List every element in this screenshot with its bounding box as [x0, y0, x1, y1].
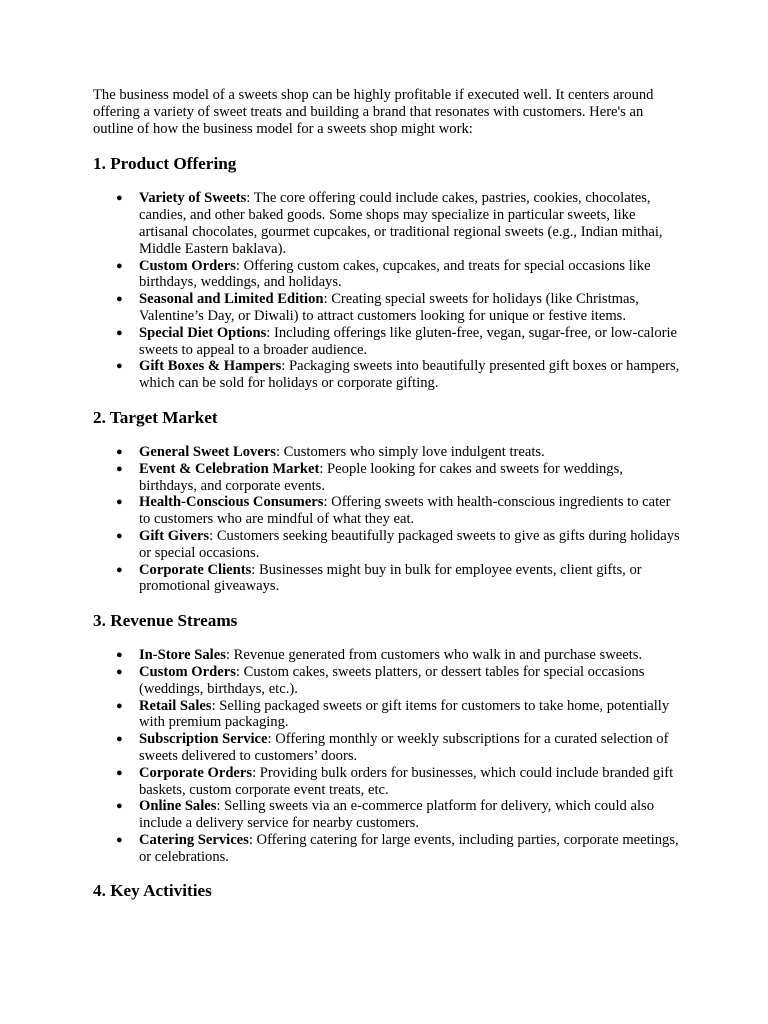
bullet-list: [93, 647, 683, 865]
item-text: : Providing bulk orders for businesses, which could include branded gift baskets, custom corporate event treats, etc.: [139, 764, 674, 798]
item-text: : Customers seeking beautifully packaged sweets to give as gifts during holidays or special occasions.: [139, 527, 680, 561]
item-text: : Revenue generated from customers who walk in and purchase sweets.: [225, 647, 643, 664]
section-2: [93, 408, 683, 595]
bullet-list: [93, 190, 683, 392]
item-term: Custom Orders: [139, 663, 236, 680]
list-item: [116, 798, 683, 832]
bullet-icon: ●: [116, 800, 123, 813]
bullet-icon: ●: [116, 665, 123, 678]
item-term: Subscription Service: [139, 731, 268, 748]
item-term: Variety of Sweets: [139, 190, 247, 207]
list-item: [116, 831, 683, 866]
item-text: : The core offering could include cakes, pastries, cookies, chocolates, candies, and other baked goods. Some shops may specialize in particular sweets, like artisanal chocolates, gourmet cupcakes, or traditional regional sweets (e.g., Indian mithai, Middle Eastern baklava).: [139, 190, 663, 257]
bullet-icon: ●: [116, 445, 123, 458]
section-heading: 3. Revenue Streams: [93, 611, 238, 631]
item-text: : Including offerings like gluten-free, vegan, sugar-free, or low-calorie sweets to appeal to a broader audience.: [139, 324, 678, 358]
item-term: Corporate Clients: [139, 561, 252, 578]
list-item: [116, 527, 683, 562]
item-text: : Offering catering for large events, including parties, corporate meetings, or celebrations.: [139, 831, 679, 865]
bullet-icon: ●: [116, 563, 123, 576]
bullet-icon: ●: [116, 360, 123, 373]
item-term: Gift Givers: [139, 527, 210, 544]
bullet-icon: ●: [116, 192, 123, 205]
bullet-icon: ●: [116, 833, 123, 846]
intro-paragraph: The business model of a sweets shop can be highly profitable if executed well. It centers around offering a variety of sweet treats and building a brand that resonates with customers. Here's an outline of how the business model for a sweets shop might work:: [93, 87, 654, 137]
list-item: [116, 731, 683, 765]
section-3: [93, 611, 683, 865]
item-text: : Creating special sweets for holidays (like Christmas, Valentine’s Day, or Diwali) to attract customers looking for unique or festive items.: [139, 291, 639, 324]
list-item: [116, 443, 683, 461]
list-item: [116, 257, 683, 292]
sections-container: [93, 154, 683, 901]
list-item: [116, 324, 683, 359]
bullet-icon: ●: [116, 733, 123, 746]
item-text: : Businesses might buy in bulk for employee events, client gifts, or promotional giveaways.: [139, 561, 642, 595]
list-item: [116, 190, 683, 257]
item-text: : Selling sweets via an e-commerce platform for delivery, which could also include a delivery service for nearby customers.: [139, 798, 654, 832]
section-heading: 2. Target Market: [93, 407, 218, 427]
bullet-icon: ●: [116, 649, 123, 662]
list-item: [116, 647, 683, 664]
item-text: : Customers who simply love indulgent treats.: [275, 443, 545, 460]
item-term: Corporate Orders: [139, 764, 253, 781]
item-term: Seasonal and Limited Edition: [139, 291, 324, 308]
bullet-icon: ●: [116, 496, 123, 509]
list-item: [116, 697, 683, 732]
section-heading: 4. Key Activities: [93, 881, 212, 901]
section-heading: 1. Product Offering: [93, 154, 237, 174]
list-item: [116, 494, 683, 528]
bullet-list: [93, 444, 683, 595]
list-item: [116, 358, 683, 392]
item-term: In-Store Sales: [139, 647, 226, 664]
list-item: [116, 291, 683, 325]
item-term: Event & Celebration Market: [139, 460, 320, 477]
list-item: [116, 764, 683, 799]
item-term: Special Diet Options: [139, 324, 267, 341]
item-term: Custom Orders: [139, 257, 236, 274]
bullet-icon: ●: [116, 766, 123, 779]
item-text: : Custom cakes, sweets platters, or dessert tables for special occasions (weddings, birthdays, etc.).: [139, 663, 645, 697]
item-term: Online Sales: [139, 798, 217, 815]
bullet-icon: ●: [116, 326, 123, 339]
list-item: [116, 663, 683, 698]
item-term: General Sweet Lovers: [139, 443, 276, 460]
bullet-icon: ●: [116, 529, 123, 542]
bullet-icon: ●: [116, 699, 123, 712]
item-text: : Selling packaged sweets or gift items for customers to take home, potentially with premium packaging.: [139, 697, 670, 731]
bullet-icon: ●: [116, 462, 123, 475]
item-text: : Offering sweets with health-conscious ingredients to cater to customers who are mindful of what they eat.: [139, 494, 671, 528]
bullet-icon: ●: [116, 259, 123, 272]
bullet-icon: ●: [116, 293, 123, 306]
item-text: : Offering custom cakes, cupcakes, and treats for special occasions like birthdays, weddings, and holidays.: [139, 257, 651, 291]
item-term: Catering Services: [139, 831, 249, 848]
section-4: [93, 881, 683, 901]
item-term: Retail Sales: [139, 697, 212, 714]
list-item: [116, 460, 683, 495]
item-term: Gift Boxes & Hampers: [139, 358, 282, 375]
list-item: [116, 561, 683, 596]
document-page: [93, 87, 683, 901]
item-term: Health-Conscious Consumers: [139, 494, 324, 511]
item-text: : Offering monthly or weekly subscriptions for a curated selection of sweets delivered to customers’ doors.: [139, 731, 669, 764]
item-text: : Packaging sweets into beautifully presented gift boxes or hampers, which can be sold for holidays or corporate gifting.: [139, 358, 680, 392]
section-1: [93, 154, 683, 392]
item-text: : People looking for cakes and sweets for weddings, birthdays, and corporate events.: [139, 460, 623, 494]
